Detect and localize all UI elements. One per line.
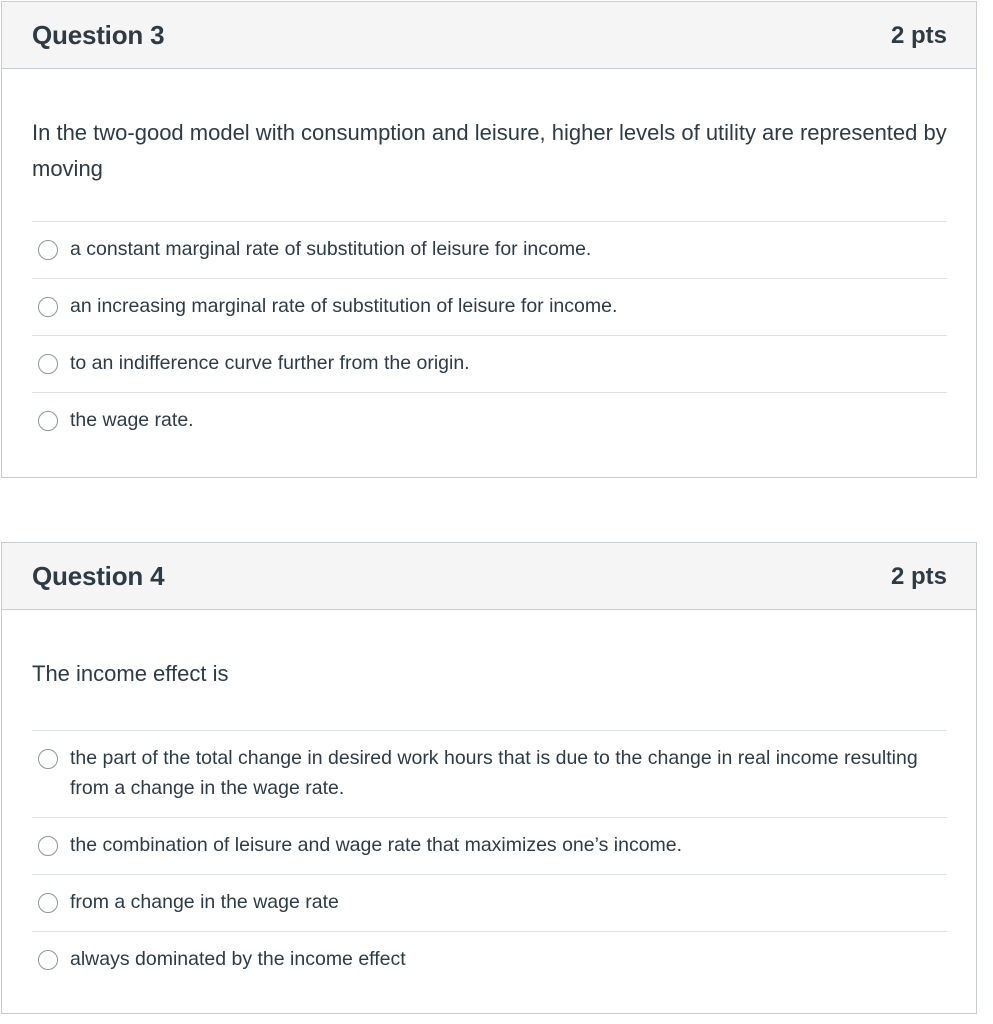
answer-option[interactable] [32, 875, 947, 932]
question-body [2, 610, 976, 988]
answer-label: always dominated by the income effect [70, 948, 406, 970]
answer-option[interactable] [32, 932, 947, 988]
question-text: The income effect is [32, 661, 229, 686]
question-header [2, 2, 976, 69]
answer-option[interactable] [32, 393, 947, 449]
answer-option[interactable] [32, 818, 947, 875]
answer-option[interactable] [32, 222, 947, 279]
radio-button[interactable] [38, 836, 58, 856]
answer-option[interactable] [32, 731, 947, 818]
question-title: Question 3 [32, 20, 165, 50]
radio-button[interactable] [38, 893, 58, 913]
question-text: In the two-good model with consumption and leisure, higher levels of utility are represented by moving [32, 120, 947, 181]
answer-label: the wage rate. [70, 409, 194, 431]
radio-button[interactable] [38, 354, 58, 374]
answer-label: a constant marginal rate of substitution of leisure for income. [70, 238, 592, 260]
answer-list [32, 221, 947, 449]
answer-option[interactable] [32, 279, 947, 336]
radio-button[interactable] [38, 950, 58, 970]
question-title: Question 4 [32, 561, 165, 591]
radio-button[interactable] [38, 297, 58, 317]
answer-label: to an indifference curve further from the origin. [70, 352, 470, 374]
radio-button[interactable] [38, 240, 58, 260]
answer-label: the part of the total change in desired work hours that is due to the change in real income resulting from a change in the wage rate. [70, 747, 918, 799]
radio-button[interactable] [38, 749, 58, 769]
question-points: 2 pts [890, 22, 947, 49]
answer-label: from a change in the wage rate [70, 891, 339, 913]
answer-label: an increasing marginal rate of substitution of leisure for income. [70, 295, 618, 317]
question-4-card [1, 542, 977, 1014]
answer-label: the combination of leisure and wage rate that maximizes one’s income. [70, 834, 683, 856]
radio-button[interactable] [38, 411, 58, 431]
question-3-card [1, 1, 977, 478]
question-body [2, 69, 976, 449]
question-points: 2 pts [890, 563, 947, 590]
answer-option[interactable] [32, 336, 947, 393]
answer-list [32, 730, 947, 988]
question-header [2, 543, 976, 610]
